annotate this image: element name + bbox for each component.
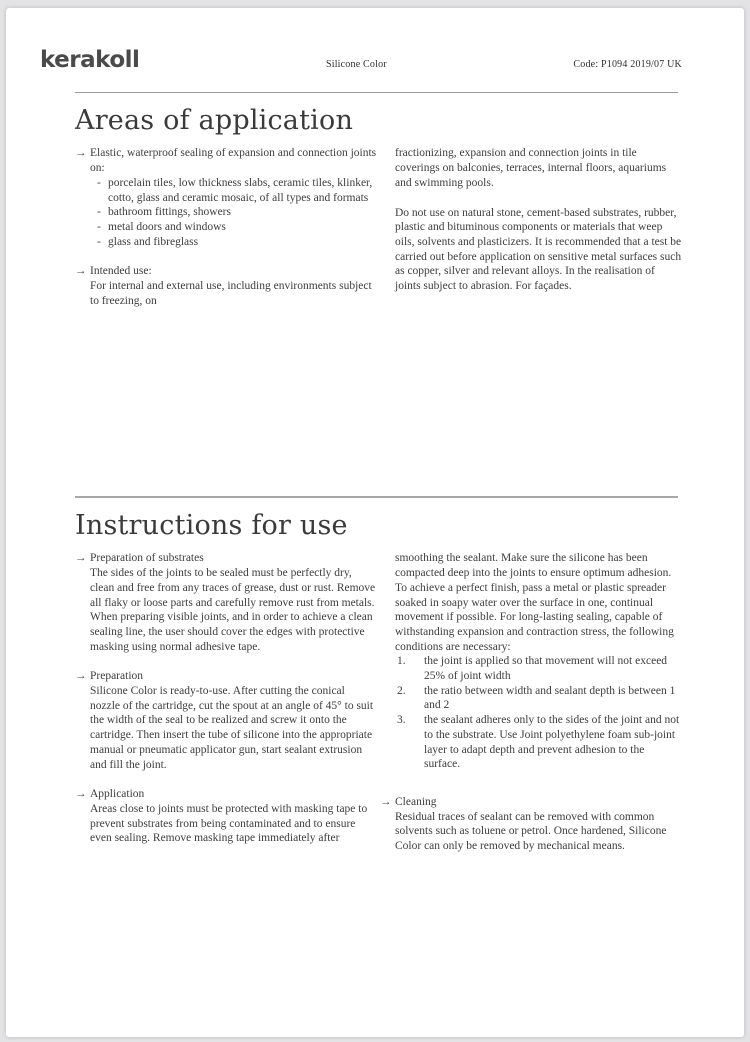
dash-icon: - [97,220,101,233]
arrow-icon: → [380,795,392,808]
item-title: Preparation [90,670,144,683]
kerakoll-logo: kerakoll [40,47,140,73]
numbered-item-text: the joint is applied so that movement will not exceed 25% of joint width [424,655,668,683]
list-item [75,787,377,846]
numbered-item [395,654,682,683]
dash-item [97,205,377,220]
dash-icon: - [97,206,101,219]
paragraph: fractionizing, expansion and connection joints in tile coverings on balconies, terraces, internal floors, aquariums and swimming pools. [395,147,667,189]
list-item-text: Elastic, waterproof sealing of expansion and connection joints on: [90,147,377,175]
paragraph: Do not use on natural stone, cement-based substrates, rubber, plastic and bituminous components or materials that weep oils, solvents and plasticizers. It is recommended that a test be carried out before application on sensitive metal surfaces such as copper, silver and relevant alloys. In the realisation of joints subject to abrasion. For façades. [395,206,682,293]
item-body: For internal and external use, including environments subject to freezing, on [90,280,372,307]
paragraph: smoothing the sealant. Make sure the silicone has been compacted deep into the joints to ensure optimum adhesion. To achieve a perfect finish, pass a metal or plastic spreader soaked in soapy water over the surface in one, continual movement if possible. For long-lasting sealing, capable of withstanding expansion and contraction stress, the following conditions are necessary: [395,552,674,653]
page-header [6,8,744,74]
dash-item [97,235,377,250]
numbered-list [395,654,682,772]
areas-right-column [380,146,682,308]
list-item [75,264,377,308]
numbered-item-text: the sealant adheres only to the sides of the joint and not to the substrate. Use Joint polyethylene foam sub-joint layer to adapt depth and prevent adhesion to the surface. [424,714,680,771]
section-areas-of-application [6,93,744,496]
instructions-left-column [75,551,377,853]
dash-item [97,176,377,205]
instructions-right-column [380,551,682,853]
item-body: Areas close to joints must be protected with masking tape to prevent substrates from being contaminated and to ensure even sealing. Remove masking tape immediately after [90,802,368,845]
dash-item [97,220,377,235]
numbered-item [395,684,682,713]
section-title: Areas of application [75,105,354,136]
doc-code: Code: P1094 2019/07 UK [573,59,682,70]
item-title: Cleaning [395,795,437,808]
item-title: Application [90,788,145,801]
document-page [6,8,744,1037]
item-body: Residual traces of sealant can be removed with common solvents such as toluene or petrol. Once hardened, Silicone Color can only be removed by mechanical means. [395,810,667,853]
dash-item-text: porcelain tiles, low thickness slabs, ceramic tiles, klinker, cotto, glass and ceramic mosaic, of all types and formats [108,176,373,204]
item-number: 1. [397,655,406,668]
dash-list [97,176,377,250]
dash-icon: - [97,235,101,248]
section-instructions-for-use [6,498,744,854]
numbered-item [395,713,682,772]
item-body: The sides of the joints to be sealed must be perfectly dry, clean and free from any traces of grease, dust or rust. Remove all flaky or loose parts and carefully remove rust from metals. When preparing visible joints, and in order to achieve a clean sealing line, the user should cover the edges with protective masking using normal adhesive tape. [90,567,376,653]
dash-item-text: glass and fibreglass [108,235,199,248]
item-body: Silicone Color is ready-to-use. After cutting the conical nozzle of the cartridge, cut the spout at an angle of 45° to suit the width of the seal to be realized and screw it onto the cartridge. Then insert the tube of silicone into the appropriate manual or pneumatic applicator gun, start sealant extrusion and fill the joint. [90,685,374,771]
numbered-item-text: the ratio between width and sealant depth is between 1 and 2 [424,684,676,712]
instructions-columns [75,551,744,853]
arrow-icon: → [75,788,87,801]
dash-item-text: bathroom fittings, showers [108,206,231,219]
product-name: Silicone Color [325,59,387,70]
arrow-icon: → [75,147,87,160]
item-number: 3. [397,714,406,727]
section-title: Instructions for use [75,510,348,541]
list-item [75,669,377,772]
list-item [75,551,377,654]
dash-icon: - [97,176,101,189]
item-title: Preparation of substrates [90,552,204,565]
item-title: Intended use: [90,265,152,278]
item-number: 2. [397,684,406,697]
arrow-icon: → [75,265,87,278]
dash-item-text: metal doors and windows [108,220,226,233]
areas-left-column [75,146,377,308]
areas-columns [75,146,744,308]
list-item [380,795,682,854]
arrow-icon: → [75,552,87,565]
list-item [75,146,377,249]
arrow-icon: → [75,670,87,683]
